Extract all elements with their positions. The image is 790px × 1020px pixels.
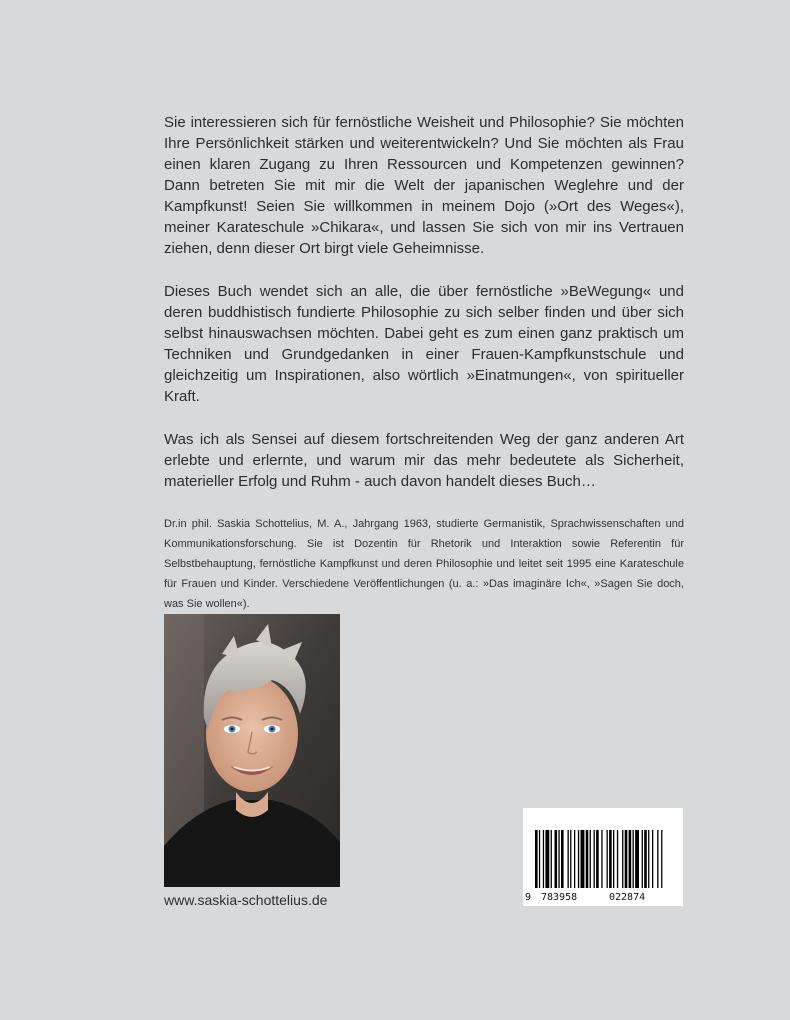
- barcode-bar: [644, 830, 647, 888]
- barcode-bar: [558, 830, 559, 888]
- barcode-digits-right: 022874: [609, 892, 646, 903]
- barcode-bar: [642, 830, 643, 888]
- blurb-paragraph-2: Dieses Buch wendet sich an alle, die über fernöstliche »BeWegung« und deren buddhistisch fundierte Philosophie zu sich selber finden und über sich selbst hinauswachsen möchten. Dabei geht es zum einen ganz praktisch um Techniken und Grundgedanken in einer Frauen-Kampfkunstschule und gleichzeitig um Inspirationen, also wörtlich »Einatmungen«, von spiritueller Kraft.: [164, 283, 684, 405]
- barcode-bar: [607, 830, 608, 888]
- barcode-bar: [574, 830, 575, 888]
- barcode-bar: [625, 830, 628, 888]
- barcode-bar: [613, 830, 614, 888]
- barcode-bar: [568, 830, 569, 888]
- barcode-digits: [523, 892, 683, 904]
- barcode-bar: [652, 830, 653, 888]
- website-url: www.saskia-schottelius.de: [164, 892, 328, 908]
- back-cover-text: [164, 112, 684, 614]
- barcode-bar: [633, 830, 634, 888]
- barcode-bar: [622, 830, 623, 888]
- barcode-bar: [596, 830, 599, 888]
- barcode-bar: [555, 830, 558, 888]
- barcode-bar: [586, 830, 589, 888]
- blurb-paragraph-3: Was ich als Sensei auf diesem fortschreitenden Weg der ganz anderen Art erlebte und erlernte, und warum mir das mehr bedeutete als Sicherheit, materieller Erfolg und Ruhm - auch davon handelt dieses Buch…: [164, 431, 684, 490]
- barcode-bar: [561, 830, 564, 888]
- barcode-bar: [661, 830, 662, 888]
- barcode-digits-left: 783958: [541, 892, 578, 903]
- barcode-bar: [535, 830, 538, 888]
- barcode-bar: [629, 830, 632, 888]
- barcode-bar: [590, 830, 591, 888]
- barcode-bar: [539, 830, 540, 888]
- blurb-paragraph-1: Sie interessieren sich für fernöstliche Weisheit und Philosophie? Sie möchten Ihre Persönlichkeit stärken und weiterentwickeln? Und Sie möchten als Frau einen klaren Zugang zu Ihren Ressourcen und Kompetenzen gewinnen? Dann betreten Sie mit mir die Welt der japanischen Weglehre und der Kampfkunst! Seien Sie willkommen in meinem Dojo (»Ort des Weges«), meiner Karateschule »Chikara«, und lassen Sie sich von mir ins Vertrauen ziehen, denn dieser Ort birgt viele Geheimnisse.: [164, 114, 684, 257]
- barcode-bar: [545, 830, 549, 888]
- barcode-bar: [543, 830, 544, 888]
- barcode-bar: [635, 830, 639, 888]
- barcode-digit-first: 9: [525, 892, 532, 903]
- author-photo: [164, 614, 340, 887]
- barcode-bar: [601, 830, 602, 888]
- barcode-bar: [648, 830, 649, 888]
- isbn-barcode: [523, 808, 683, 906]
- barcode-bar: [578, 830, 579, 888]
- barcode-bar: [570, 830, 571, 888]
- barcode-bar: [594, 830, 595, 888]
- barcode-bar: [581, 830, 585, 888]
- author-bio: Dr.in phil. Saskia Schottelius, M. A., Jahrgang 1963, studierte Germanistik, Sprachwissenschaften und Kommunikationsforschung. Sie ist Dozentin für Rhetorik und Interaktion sowie Referentin für Selbstbehauptung, fernöstliche Kampfkunst und deren Philosophie und leitet seit 1995 eine Karateschule für Frauen und Kinder. Verschiedene Veröffentlichungen (u. a.: »Das imaginäre Ich«, »Sagen Sie doch, was Sie wollen«).: [164, 518, 684, 610]
- barcode-bar: [657, 830, 658, 888]
- barcode-bar: [609, 830, 612, 888]
- barcode-bar: [617, 830, 618, 888]
- barcode-bar: [551, 830, 552, 888]
